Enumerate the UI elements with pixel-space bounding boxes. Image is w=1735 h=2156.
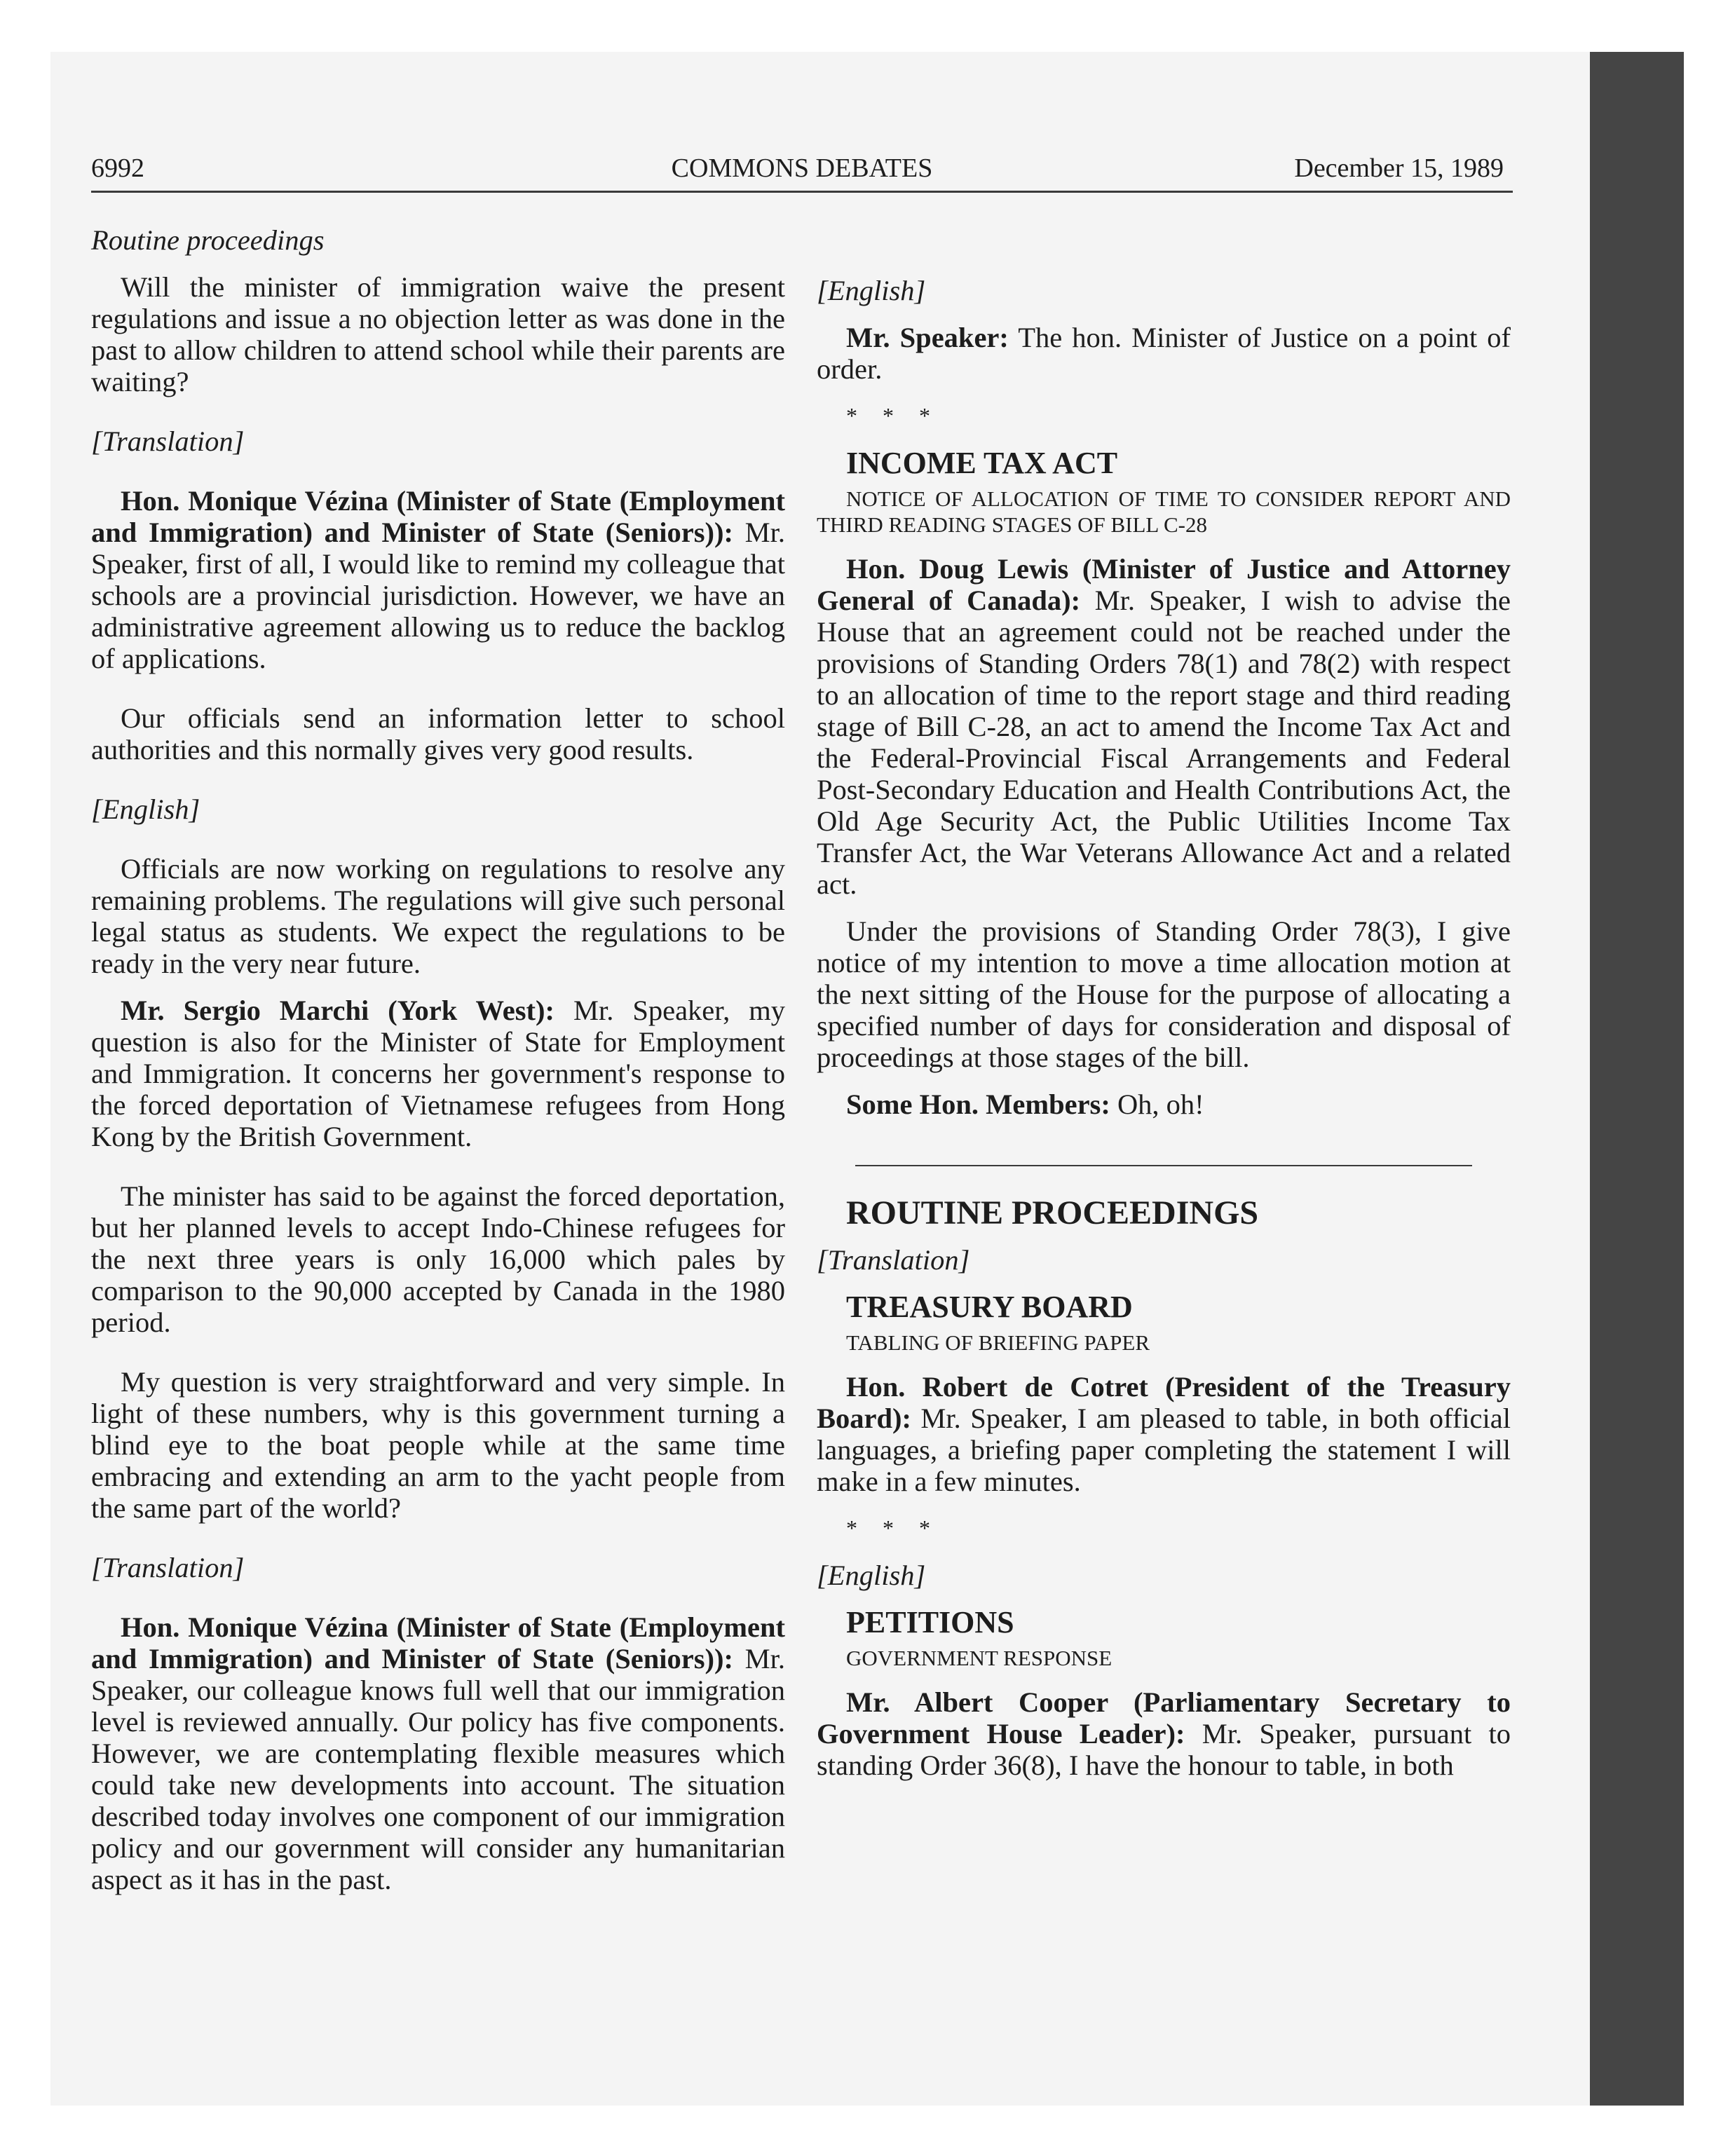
right-column xyxy=(817,275,1511,1781)
paragraph xyxy=(91,485,785,674)
speech-text: Mr. Speaker, I wish to advise the House that an agreement could not be reached under the provisions of Standing Orders 78(1) and 78(2) with respect to an allocation of time to the report stage and third reading stage of Bill C-28, an act to amend the Income Tax Act and the Federal-Provincial Fiscal Arrangements and Federal Post-Secondary Education and Health Contributions Act, the Old Age Security Act, the Public Utilities Income Tax Transfer Act, the War Veterans Allowance Act and a related act. xyxy=(817,585,1511,900)
section-heading: INCOME TAX ACT xyxy=(846,446,1118,480)
paragraph: My question is very straightforward and very simple. In light of these numbers, why is this government turning a blind eye to the boat people while at the same time embracing and extending an arm to the yacht people from the same part of the world? xyxy=(91,1366,785,1524)
speaker-name: Hon. Robert de Cotret (President of the Treasury Board): xyxy=(817,1371,1511,1434)
language-tag: [English] xyxy=(817,275,926,306)
speech-text: Mr. Speaker, my question is also for the Minister of State for Employment and Immigration. It concerns her government's response to the forced deportation of Vietnamese refugees from Hong Kong by the British Government. xyxy=(91,995,785,1152)
speaker-name: Some Hon. Members: xyxy=(846,1089,1110,1120)
speech-text: Mr. Speaker, pursuant to standing Order 36(8), I have the honour to table, in both xyxy=(817,1718,1511,1781)
speech-text: Mr. Speaker, first of all, I would like to remind my colleague that schools are a provincial jurisdiction. However, we have an administrative agreement allowing us to reduce the backlog of applications. xyxy=(91,517,786,674)
paragraph xyxy=(817,1371,1511,1497)
speaker-name: Hon. Monique Vézina (Minister of State (Employment and Immigration) and Minister of State (Seniors)): xyxy=(91,1611,785,1674)
speech-text: Mr. Speaker, I am pleased to table, in both official languages, a briefing paper completing the statement I will make in a few minutes. xyxy=(817,1403,1511,1497)
section-heading: TREASURY BOARD xyxy=(846,1290,1133,1324)
paragraph: The minister has said to be against the forced deportation, but her planned levels to accept Indo-Chinese refugees for the next three years is only 16,000 which pales by comparison to the 90,000 accepted by Canada in the 1980 period. xyxy=(91,1180,785,1338)
language-tag: [Translation] xyxy=(91,1552,245,1583)
paragraph xyxy=(817,553,1511,900)
speech-text: The hon. Minister of Justice on a point of order. xyxy=(817,322,1511,385)
speaker-name: Hon. Doug Lewis (Minister of Justice and Attorney General of Canada): xyxy=(817,553,1511,616)
speaker-name: Mr. Sergio Marchi (York West): xyxy=(121,995,554,1026)
speaker-name: Mr. Albert Cooper (Parliamentary Secretary to Government House Leader): xyxy=(817,1686,1511,1749)
page-number: 6992 xyxy=(91,153,144,183)
language-tag: [Translation] xyxy=(91,425,245,457)
subheading: GOVERNMENT RESPONSE xyxy=(846,1646,1113,1670)
language-tag: [Translation] xyxy=(817,1244,970,1276)
subheading: TABLING OF BRIEFING PAPER xyxy=(846,1330,1150,1355)
language-tag: [English] xyxy=(817,1560,926,1591)
left-column xyxy=(91,224,785,1895)
page-date: December 15, 1989 xyxy=(1294,153,1504,183)
language-tag: [English] xyxy=(91,793,200,825)
section-separator: * * * xyxy=(846,1515,940,1541)
speaker-name: Hon. Monique Vézina (Minister of State (Employment and Immigration) and Minister of State (Seniors)): xyxy=(91,485,785,548)
speech-text: Oh, oh! xyxy=(1117,1089,1204,1120)
header-rule xyxy=(91,191,1513,193)
paragraph xyxy=(817,322,1511,385)
section-heading: ROUTINE PROCEEDINGS xyxy=(846,1194,1259,1231)
paragraph: Under the provisions of Standing Order 78(3), I give notice of my intention to move a time allocation motion at the next sitting of the House for the purpose of allocating a specified number of days for consideration and disposal of proceedings at those stages of the bill. xyxy=(817,915,1511,1073)
paragraph: Our officials send an information letter to school authorities and this normally gives very good results. xyxy=(91,702,785,765)
paragraph xyxy=(91,995,785,1152)
section-heading: PETITIONS xyxy=(846,1605,1014,1639)
speech-text: Mr. Speaker, our colleague knows full well that our immigration level is reviewed annually. Our policy has five components. However, we are contemplating flexible measures which could take new developments into account. The situation described today involves one component of our immigration policy and our government will consider any humanitarian aspect as it has in the past. xyxy=(91,1643,786,1895)
section-separator: * * * xyxy=(846,403,940,428)
subheading: NOTICE OF ALLOCATION OF TIME TO CONSIDER REPORT AND THIRD READING STAGES OF BILL C-28 xyxy=(817,486,1511,537)
scan-edge-shadow xyxy=(1590,52,1684,2106)
paragraph xyxy=(817,1089,1511,1120)
paragraph xyxy=(817,1686,1511,1781)
section-heading: Routine proceedings xyxy=(91,224,325,256)
paragraph: Officials are now working on regulations to resolve any remaining problems. The regulations will give such personal legal status as students. We expect the regulations to be ready in the very near future. xyxy=(91,853,785,979)
paragraph: Will the minister of immigration waive the present regulations and issue a no objection letter as was done in the past to allow children to attend school while their parents are waiting? xyxy=(91,271,785,397)
paragraph xyxy=(91,1611,785,1895)
speaker-name: Mr. Speaker: xyxy=(846,322,1009,353)
publication-title: COMMONS DEBATES xyxy=(671,153,933,183)
